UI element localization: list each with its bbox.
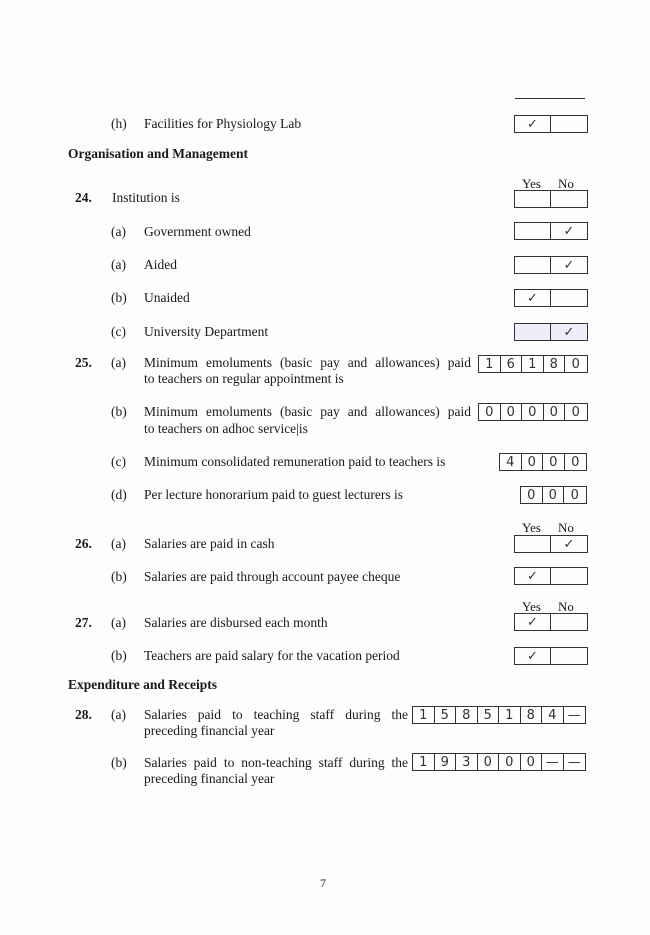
item-label: Salaries are disbursed each month <box>144 615 328 630</box>
digit-cell[interactable]: — <box>542 754 564 770</box>
item-marker: (b) <box>111 648 127 663</box>
digit-cell[interactable]: 0 <box>571 356 580 372</box>
digit-cell[interactable]: 4 <box>500 454 522 470</box>
yes-cell[interactable] <box>515 191 551 207</box>
section-heading: Expenditure and Receipts <box>68 677 218 692</box>
no-cell[interactable]: ✓ <box>563 257 575 273</box>
digit-cell[interactable]: — <box>567 707 581 723</box>
digit-cell[interactable]: 1 <box>522 356 544 372</box>
digit-cell[interactable]: 0 <box>521 487 543 503</box>
yes-no-checkbox[interactable] <box>514 190 588 208</box>
top-rule <box>515 98 585 99</box>
digit-cell[interactable]: 0 <box>501 404 523 420</box>
item-label: Unaided <box>144 290 190 305</box>
digit-cell[interactable]: 0 <box>499 754 521 770</box>
no-cell[interactable] <box>551 191 587 207</box>
item-label: Per lecture honorarium paid to guest lecturers is <box>144 487 404 502</box>
item-label: Minimum emoluments (basic pay and allowances) paid <box>144 355 471 370</box>
no-header: No <box>558 520 574 535</box>
digit-cell[interactable]: 0 <box>543 487 565 503</box>
digit-entry-boxes[interactable] <box>412 706 586 724</box>
item-label: Teachers are paid salary for the vacation period <box>144 648 400 663</box>
item-marker: (c) <box>111 454 126 469</box>
yes-cell[interactable] <box>515 536 551 552</box>
yes-no-checkbox[interactable] <box>514 323 588 341</box>
yes-no-checkbox[interactable] <box>514 613 588 631</box>
item-label-line2: to teachers on adhoc service|is <box>144 421 308 436</box>
item-marker: (a) <box>111 707 126 722</box>
item-label: Facilities for Physiology Lab <box>144 116 302 131</box>
yes-no-checkbox[interactable] <box>514 535 588 553</box>
digit-cell[interactable]: 0 <box>571 454 580 470</box>
item-marker: (b) <box>111 404 127 419</box>
no-cell[interactable] <box>551 568 587 584</box>
no-cell[interactable] <box>551 116 587 132</box>
yes-cell[interactable]: ✓ <box>515 116 551 132</box>
digit-cell[interactable]: 0 <box>521 754 543 770</box>
digit-cell[interactable]: 4 <box>542 707 564 723</box>
no-header: No <box>558 599 574 614</box>
yes-header: Yes <box>522 599 541 614</box>
no-cell[interactable] <box>551 614 587 630</box>
item-label-line2: preceding financial year <box>144 723 275 738</box>
digit-cell[interactable]: 8 <box>521 707 543 723</box>
yes-header: Yes <box>522 176 541 191</box>
yes-no-checkbox[interactable] <box>514 115 588 133</box>
section-heading: Organisation and Management <box>68 146 249 161</box>
item-marker: (c) <box>111 324 126 339</box>
item-marker: (b) <box>111 569 127 584</box>
yes-cell[interactable]: ✓ <box>515 614 551 630</box>
digit-cell[interactable]: 0 <box>571 404 580 420</box>
item-label: University Department <box>144 324 269 339</box>
question-number: 24. <box>75 190 92 205</box>
item-marker: (d) <box>111 487 127 502</box>
no-cell[interactable]: ✓ <box>563 223 575 239</box>
yes-cell[interactable]: ✓ <box>515 568 551 584</box>
item-label: Salaries paid to teaching staff during the <box>144 707 408 722</box>
digit-entry-boxes[interactable] <box>520 486 587 504</box>
item-label: Minimum emoluments (basic pay and allowances) paid <box>144 404 471 419</box>
yes-header: Yes <box>522 520 541 535</box>
no-cell[interactable] <box>551 290 587 306</box>
no-cell[interactable] <box>551 648 587 664</box>
digit-cell[interactable]: 0 <box>479 404 501 420</box>
digit-cell[interactable]: — <box>567 754 581 770</box>
item-label-line2: preceding financial year <box>144 771 275 786</box>
yes-cell[interactable] <box>515 223 551 239</box>
digit-cell[interactable]: 1 <box>413 754 435 770</box>
digit-cell[interactable]: 8 <box>456 707 478 723</box>
digit-cell[interactable]: 6 <box>501 356 523 372</box>
yes-cell[interactable] <box>515 257 551 273</box>
question-number: 25. <box>75 355 92 370</box>
digit-cell[interactable]: 5 <box>478 707 500 723</box>
item-label: Government owned <box>144 224 251 239</box>
no-header: No <box>558 176 574 191</box>
no-cell[interactable]: ✓ <box>563 324 575 340</box>
yes-no-checkbox[interactable] <box>514 647 588 665</box>
yes-cell[interactable] <box>515 324 551 340</box>
item-label: Minimum consolidated remuneration paid to teachers is <box>144 454 446 469</box>
digit-cell[interactable]: 1 <box>499 707 521 723</box>
yes-no-checkbox[interactable] <box>514 289 588 307</box>
question-number: 27. <box>75 615 92 630</box>
digit-cell[interactable]: 3 <box>456 754 478 770</box>
page-number: 7 <box>320 876 326 890</box>
digit-cell[interactable]: 0 <box>570 487 579 503</box>
yes-no-checkbox[interactable] <box>514 222 588 240</box>
item-marker: (a) <box>111 536 126 551</box>
yes-no-checkbox[interactable] <box>514 256 588 274</box>
item-label: Salaries paid to non-teaching staff during the <box>144 755 408 770</box>
digit-cell[interactable]: 8 <box>544 356 566 372</box>
item-marker: (a) <box>111 355 126 370</box>
question-number: 26. <box>75 536 92 551</box>
digit-entry-boxes[interactable] <box>499 453 587 471</box>
digit-cell[interactable]: 0 <box>478 754 500 770</box>
item-marker: (b) <box>111 755 127 770</box>
item-label: Salaries are paid in cash <box>144 536 275 551</box>
digit-cell[interactable]: 0 <box>522 404 544 420</box>
item-label: Salaries are paid through account payee cheque <box>144 569 401 584</box>
question-label: Institution is <box>112 190 180 205</box>
yes-cell[interactable]: ✓ <box>515 290 551 306</box>
digit-cell[interactable]: 1 <box>413 707 435 723</box>
item-marker: (h) <box>111 116 127 131</box>
yes-no-checkbox[interactable] <box>514 567 588 585</box>
digit-cell[interactable]: 9 <box>435 754 457 770</box>
digit-cell[interactable]: 0 <box>522 454 544 470</box>
digit-cell[interactable]: 1 <box>479 356 501 372</box>
no-cell[interactable]: ✓ <box>563 536 575 552</box>
item-marker: (a) <box>111 615 126 630</box>
digit-entry-boxes[interactable] <box>478 355 588 373</box>
item-marker: (a) <box>111 257 126 272</box>
digit-cell[interactable]: 5 <box>435 707 457 723</box>
yes-cell[interactable]: ✓ <box>515 648 551 664</box>
item-marker: (b) <box>111 290 127 305</box>
question-number: 28. <box>75 707 92 722</box>
digit-cell[interactable]: 0 <box>544 404 566 420</box>
item-label: Aided <box>144 257 177 272</box>
item-marker: (a) <box>111 224 126 239</box>
digit-entry-boxes[interactable] <box>412 753 586 771</box>
digit-entry-boxes[interactable] <box>478 403 588 421</box>
item-label-line2: to teachers on regular appointment is <box>144 371 344 386</box>
digit-cell[interactable]: 0 <box>543 454 565 470</box>
